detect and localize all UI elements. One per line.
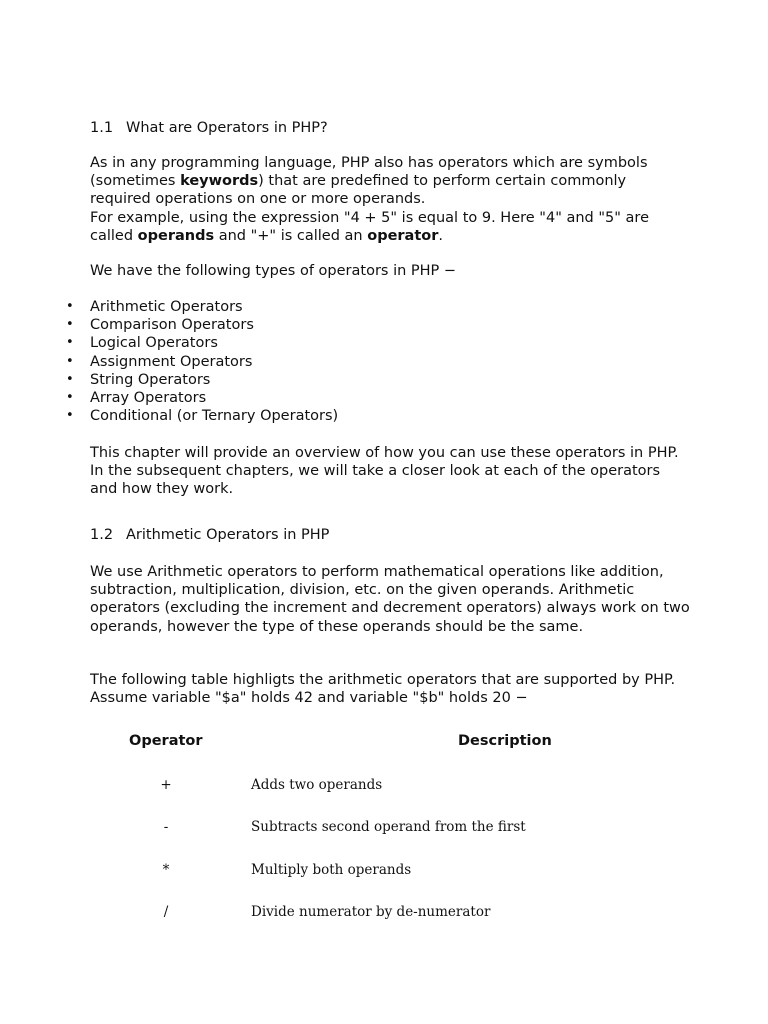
table-header-description: Description — [458, 733, 552, 749]
list-item — [66, 298, 338, 316]
intro-paragraph — [90, 154, 690, 245]
bullet-icon: • — [66, 389, 74, 405]
table-header-operator: Operator — [129, 733, 203, 749]
list-item-text: Logical Operators — [90, 335, 218, 352]
operator-cell: + — [160, 777, 172, 793]
text-run: For example, using the expression "4 + 5" is equal to 9. Here "4" and "5" are called — [90, 209, 649, 244]
table-row — [90, 776, 690, 796]
types-intro-paragraph: We have the following types of operators in PHP − — [90, 263, 457, 279]
section-number: 1.1 — [90, 120, 114, 136]
bullet-icon: • — [66, 371, 74, 387]
list-item — [66, 353, 338, 371]
list-item — [66, 316, 338, 334]
operator-types-list — [66, 298, 339, 425]
operator-cell: - — [163, 819, 169, 835]
table-row — [90, 861, 690, 881]
text-run: As in any programming language, PHP also has operators which are symbols (sometimes — [90, 155, 648, 190]
description-cell: Multiply both operands — [251, 862, 412, 878]
operator-cell: * — [162, 862, 170, 878]
section-heading-1 — [90, 119, 690, 137]
bullet-icon: • — [66, 408, 74, 424]
text-run: . — [438, 227, 443, 244]
list-item-text: Arithmetic Operators — [90, 299, 243, 315]
list-item — [66, 334, 338, 352]
description-cell: Subtracts second operand from the first — [251, 819, 526, 835]
text-run: and "+" is called an — [214, 227, 368, 244]
description-cell: Adds two operands — [251, 777, 383, 793]
section-title: Arithmetic Operators in PHP — [126, 527, 330, 543]
list-item — [66, 389, 338, 407]
table-row — [90, 818, 690, 838]
list-item-text: Conditional (or Ternary Operators) — [90, 408, 339, 425]
bullet-icon: • — [66, 317, 74, 333]
bullet-icon: • — [66, 353, 74, 369]
text-run: ) that are predefined to perform certain commonly required operations on one or more operands. — [90, 173, 627, 208]
section-number: 1.2 — [90, 527, 114, 543]
section-heading-2 — [90, 526, 690, 544]
bullet-icon: • — [66, 335, 74, 351]
bold-operands: operands — [137, 227, 215, 244]
operator-cell: / — [163, 904, 169, 920]
list-item-text: Comparison Operators — [90, 317, 254, 334]
section-title: What are Operators in PHP? — [126, 120, 328, 136]
list-item-text: Assignment Operators — [90, 353, 253, 370]
description-cell: Divide numerator by de-numerator — [251, 904, 491, 920]
arithmetic-intro-paragraph: We use Arithmetic operators to perform mathematical operations like addition, subtraction, multiplication, division, etc. on the given operands. Arithmetic operators (excluding the increment and decrement operators) always work on two operands, however the type of these operands should be the same. — [90, 564, 690, 635]
bold-operator: operator — [367, 227, 439, 244]
list-item-text: Array Operators — [90, 389, 207, 406]
list-item — [66, 407, 339, 425]
overview-paragraph: This chapter will provide an overview of how you can use these operators in PHP. In the subsequent chapters, we will take a closer look at each of the operators and how they work. — [90, 445, 679, 498]
bold-keywords: keywords — [180, 173, 259, 190]
list-item-text: String Operators — [90, 371, 211, 388]
table-row — [90, 903, 690, 923]
bullet-icon: • — [66, 299, 74, 314]
table-intro-paragraph: The following table highligts the arithmetic operators that are supported by PHP. Assume variable "$a" holds 42 and variable "$b" holds 20 − — [90, 672, 676, 707]
list-item — [66, 371, 338, 389]
